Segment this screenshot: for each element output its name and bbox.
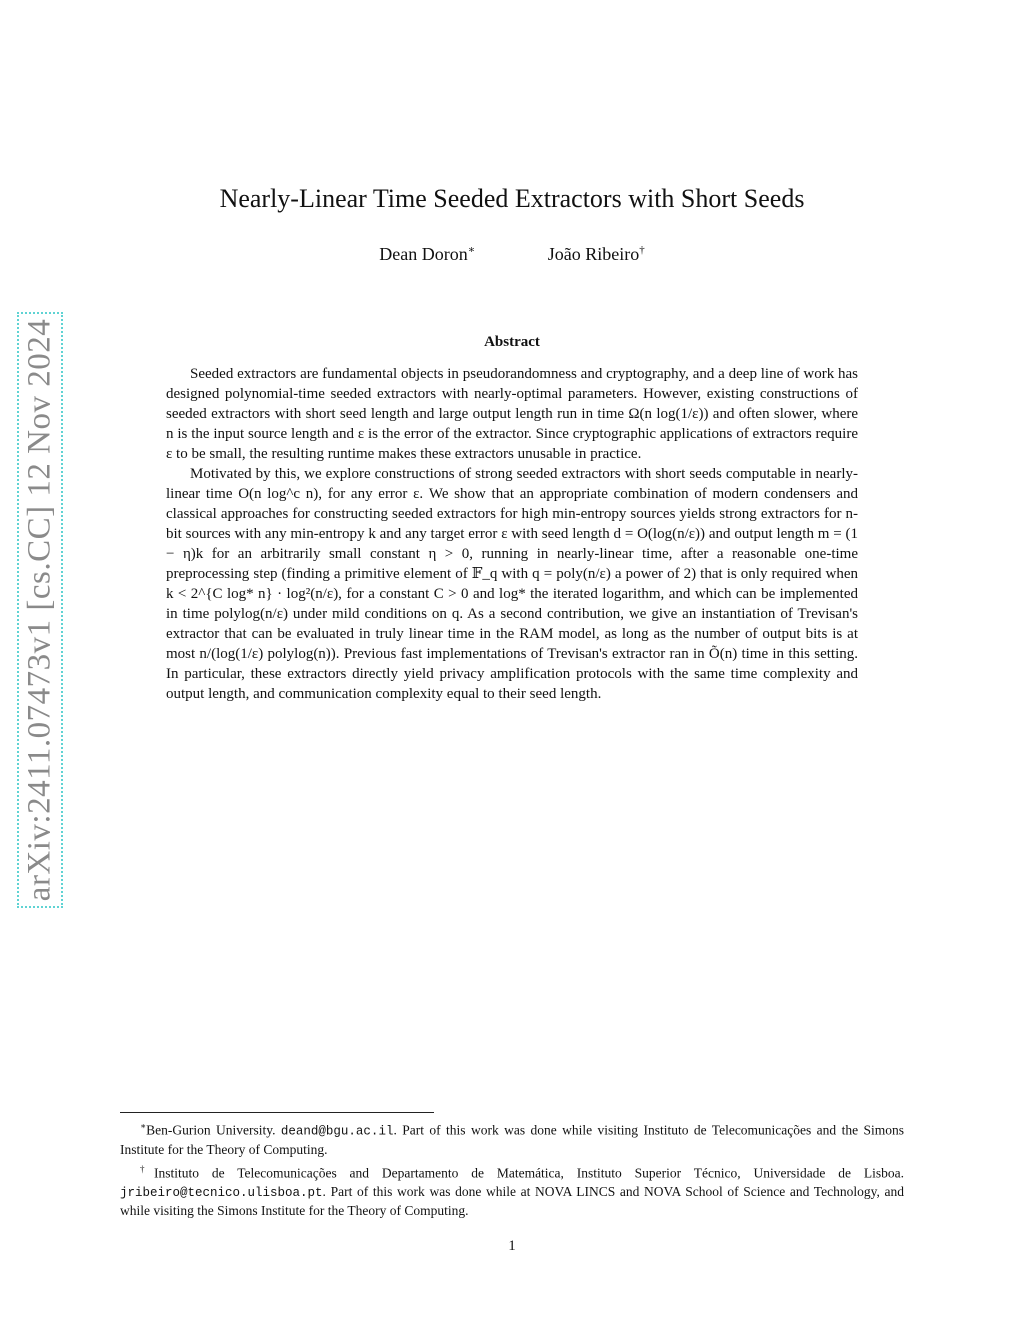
footnote-affiliation-ribeiro bbox=[120, 1160, 904, 1221]
paper-title: Nearly-Linear Time Seeded Extractors with Short Seeds bbox=[219, 184, 805, 213]
abstract-heading: Abstract bbox=[484, 334, 540, 350]
author-dean-doron bbox=[379, 243, 475, 265]
arxiv-stamp bbox=[17, 312, 63, 908]
footnote-mark[interactable]: † bbox=[639, 244, 645, 256]
abstract-paragraph-1: Seeded extractors are fundamental objects in pseudorandomness and cryptography, and a deep line of work has designed polynomial-time seeded extractors with nearly-optimal parameters. However, existing constructions of seeded extractors with short seed length and large output length run in time Ω(n log(1/ε)) and often slower, where n is the input source length and ε is the error of the extractor. Since cryptographic applications of extractors require ε to be small, the resulting runtime makes these extractors unusable in practice. bbox=[166, 366, 858, 462]
arxiv-identifier: arXiv:2411.07473v1 [cs.CC] 12 Nov 2024 bbox=[21, 318, 58, 902]
footnote-text: . Part of this work was done while visiting Instituto de Telecomunicações and the Simons Institute for the Theory of Computing. bbox=[120, 1122, 904, 1157]
author-name: João Ribeiro bbox=[547, 244, 640, 264]
author-name: Dean Doron bbox=[379, 244, 468, 264]
footnote-affiliation-doron bbox=[120, 1117, 904, 1160]
author-list bbox=[0, 243, 1024, 265]
email-link[interactable]: deand@bgu.ac.il bbox=[280, 1124, 394, 1139]
abstract-body bbox=[166, 364, 858, 704]
footnote-text: . Part of this work was done while at NOVA LINCS and NOVA School of Science and Technology, and while visiting the Simons Institute for the Theory of Computing. bbox=[120, 1183, 904, 1218]
footnote-text: Instituto de Telecomunicações and Departamento de Matemática, Instituto Superior Técnico, Universidade de Lisboa. bbox=[153, 1165, 904, 1180]
author-joao-ribeiro bbox=[548, 244, 645, 265]
footnote-text: Ben-Gurion University. bbox=[146, 1122, 281, 1138]
page-number: 1 bbox=[508, 1238, 516, 1254]
abstract-paragraph-2: Motivated by this, we explore constructions of strong seeded extractors with short seeds computable in nearly-linear time O(n log^c n), for any error ε. We show that an appropriate combination of modern condensers and classical approaches for constructing seeded extractors for high min-entropy sources yields strong extractors for n-bit sources with any min-entropy k and any target error ε with seed length d = O(log(n/ε)) and output length m = (1 − η)k for an arbitrarily small constant η > 0, running in nearly-linear time, after a reasonable one-time preprocessing step (finding a primitive element of 𝔽_q with q = poly(n/ε) a power of 2) that is only required when k < 2^{C log* n} · log²(n/ε), for a constant C > 0 and log* the iterated logarithm, and which can be implemented in time polylog(n/ε) under mild conditions on q. As a second contribution, we give an instantiation of Trevisan's extractor that can be evaluated in truly linear time in the RAM model, as long as the number of output bits is at most n/(log(1/ε) polylog(n)). Previous fast implementations of Trevisan's extractor ran in Õ(n) time in this setting. In particular, these extractors directly yield privacy amplification protocols with the same time complexity and output length, and communication complexity equal to their seed length. bbox=[166, 466, 858, 702]
footnote-divider bbox=[120, 1112, 434, 1113]
footnote-mark: † bbox=[140, 1163, 154, 1174]
email-link[interactable]: jribeiro@tecnico.ulisboa.pt bbox=[120, 1185, 323, 1200]
footnote-mark: ∗ bbox=[140, 1121, 147, 1131]
footnotes bbox=[120, 1117, 904, 1221]
footnote-mark[interactable]: ∗ bbox=[467, 244, 476, 256]
